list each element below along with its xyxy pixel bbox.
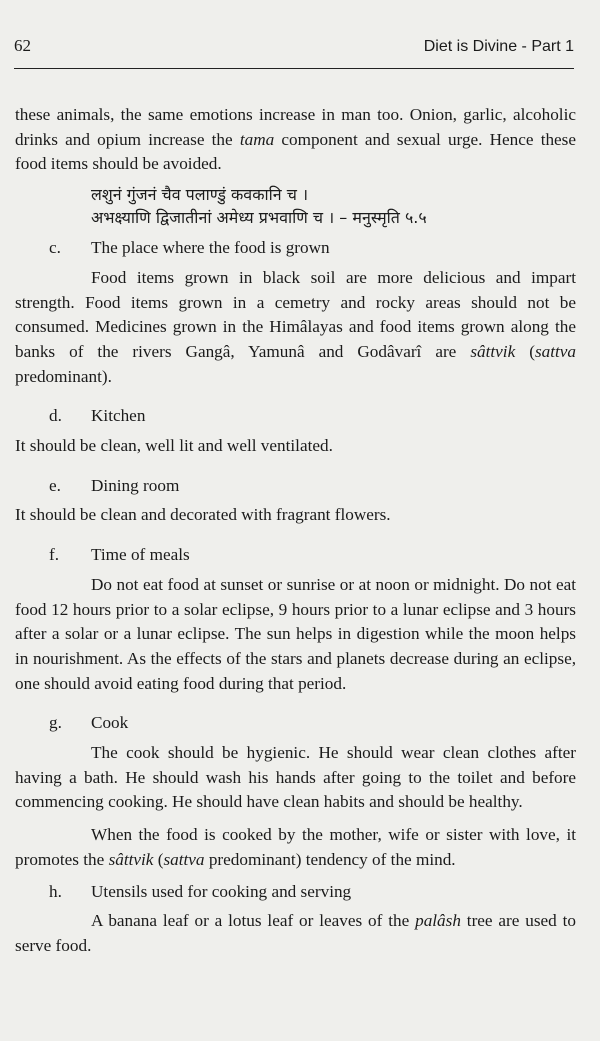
body-text: When the food is cooked by the mother, wife or sister with love, it promotes the: [15, 825, 576, 869]
section-letter: f.: [49, 545, 60, 565]
page-number: 62: [14, 36, 31, 55]
body-text: A banana leaf or a lotus leaf or leaves of the: [91, 911, 416, 931]
section-f-body: Do not eat food at sunset or sunrise or at noon or midnight. Do not eat food 12 hours prior to a solar eclipse, 9 hours prior to a lunar eclipse and 3 hours after a solar or a lunar eclipse. The sun helps in digestion while the moon helps in nourishment. As the effects of the stars and planets decrease during an eclipse, one should avoid eating food during that period.: [15, 574, 576, 693]
section-title: Dining room: [91, 475, 180, 495]
section-g-body-1: The cook should be hygienic. He should wear clean clothes after having a bath. He should wash his hands after going to the toilet and before commencing cooking. He should have clean habits and should be healthy.: [15, 743, 576, 812]
body-text: Food items grown in black soil are more delicious and impart strength. Food items grown in a cemetry and rocky areas should not be consumed. Medicines grown in the Himâlayas and food items grown along the banks of the rivers Gangâ, Yamunâ and Godâvarî are: [15, 267, 576, 361]
body-text: tree are used to serve food.: [15, 911, 576, 955]
intro-paragraph: [15, 103, 576, 177]
page-header: [14, 36, 574, 56]
verse-line-2: अभक्ष्याणि द्विजातीनां अमेध्य प्रभवाणि च । – मनुस्मृति ५.५: [91, 208, 427, 228]
header-rule: [14, 68, 574, 69]
section-h-heading: [15, 880, 576, 905]
section-c-body: [15, 266, 576, 390]
section-title: Utensils used for cooking and serving: [91, 881, 352, 901]
section-title: Cook: [91, 713, 129, 733]
term-palash: palâsh: [415, 911, 461, 931]
section-title: Time of meals: [91, 545, 190, 565]
section-letter: g.: [49, 713, 62, 733]
term-sattvik: sâttvik: [470, 341, 516, 361]
body-text: predominant).: [15, 366, 112, 386]
section-letter: d.: [49, 406, 62, 426]
sanskrit-verse: [91, 183, 576, 229]
term-tama: tama: [239, 129, 275, 149]
section-e-body: It should be clean and decorated with fragrant flowers.: [15, 505, 391, 525]
page-body: [15, 103, 576, 959]
section-d-body: It should be clean, well lit and well ventilated.: [15, 436, 333, 456]
section-f-heading: [15, 543, 576, 568]
term-sattva: sattva: [534, 341, 576, 361]
section-g-body-2: [15, 823, 576, 872]
section-g-heading: [15, 711, 576, 736]
running-title: Diet is Divine - Part 1: [423, 38, 574, 55]
verse-line-1: लशुनं गुंजनं चैव पलाण्डुं कवकानि च ।: [91, 185, 309, 205]
term-sattva: sattva: [163, 849, 205, 869]
section-title: The place where the food is grown: [91, 238, 330, 258]
section-c-heading: [15, 236, 576, 261]
body-text: (: [515, 341, 535, 361]
section-letter: e.: [49, 475, 61, 495]
section-title: Kitchen: [91, 406, 146, 426]
intro-text: these animals, the same emotions increase in man too. Onion, garlic, alcoholic drinks and opium increase the: [15, 105, 576, 149]
body-text: predominant) tendency of the mind.: [204, 849, 456, 869]
section-h-body: [15, 909, 576, 958]
section-letter: h.: [49, 881, 62, 901]
intro-text-end: component and sexual urge. Hence these food items should be avoided.: [15, 129, 577, 174]
body-text: (: [153, 849, 164, 869]
section-e-heading: [15, 474, 576, 499]
section-letter: c.: [49, 238, 61, 258]
section-d-heading: [15, 404, 576, 429]
term-sattvik: sâttvik: [108, 849, 154, 869]
